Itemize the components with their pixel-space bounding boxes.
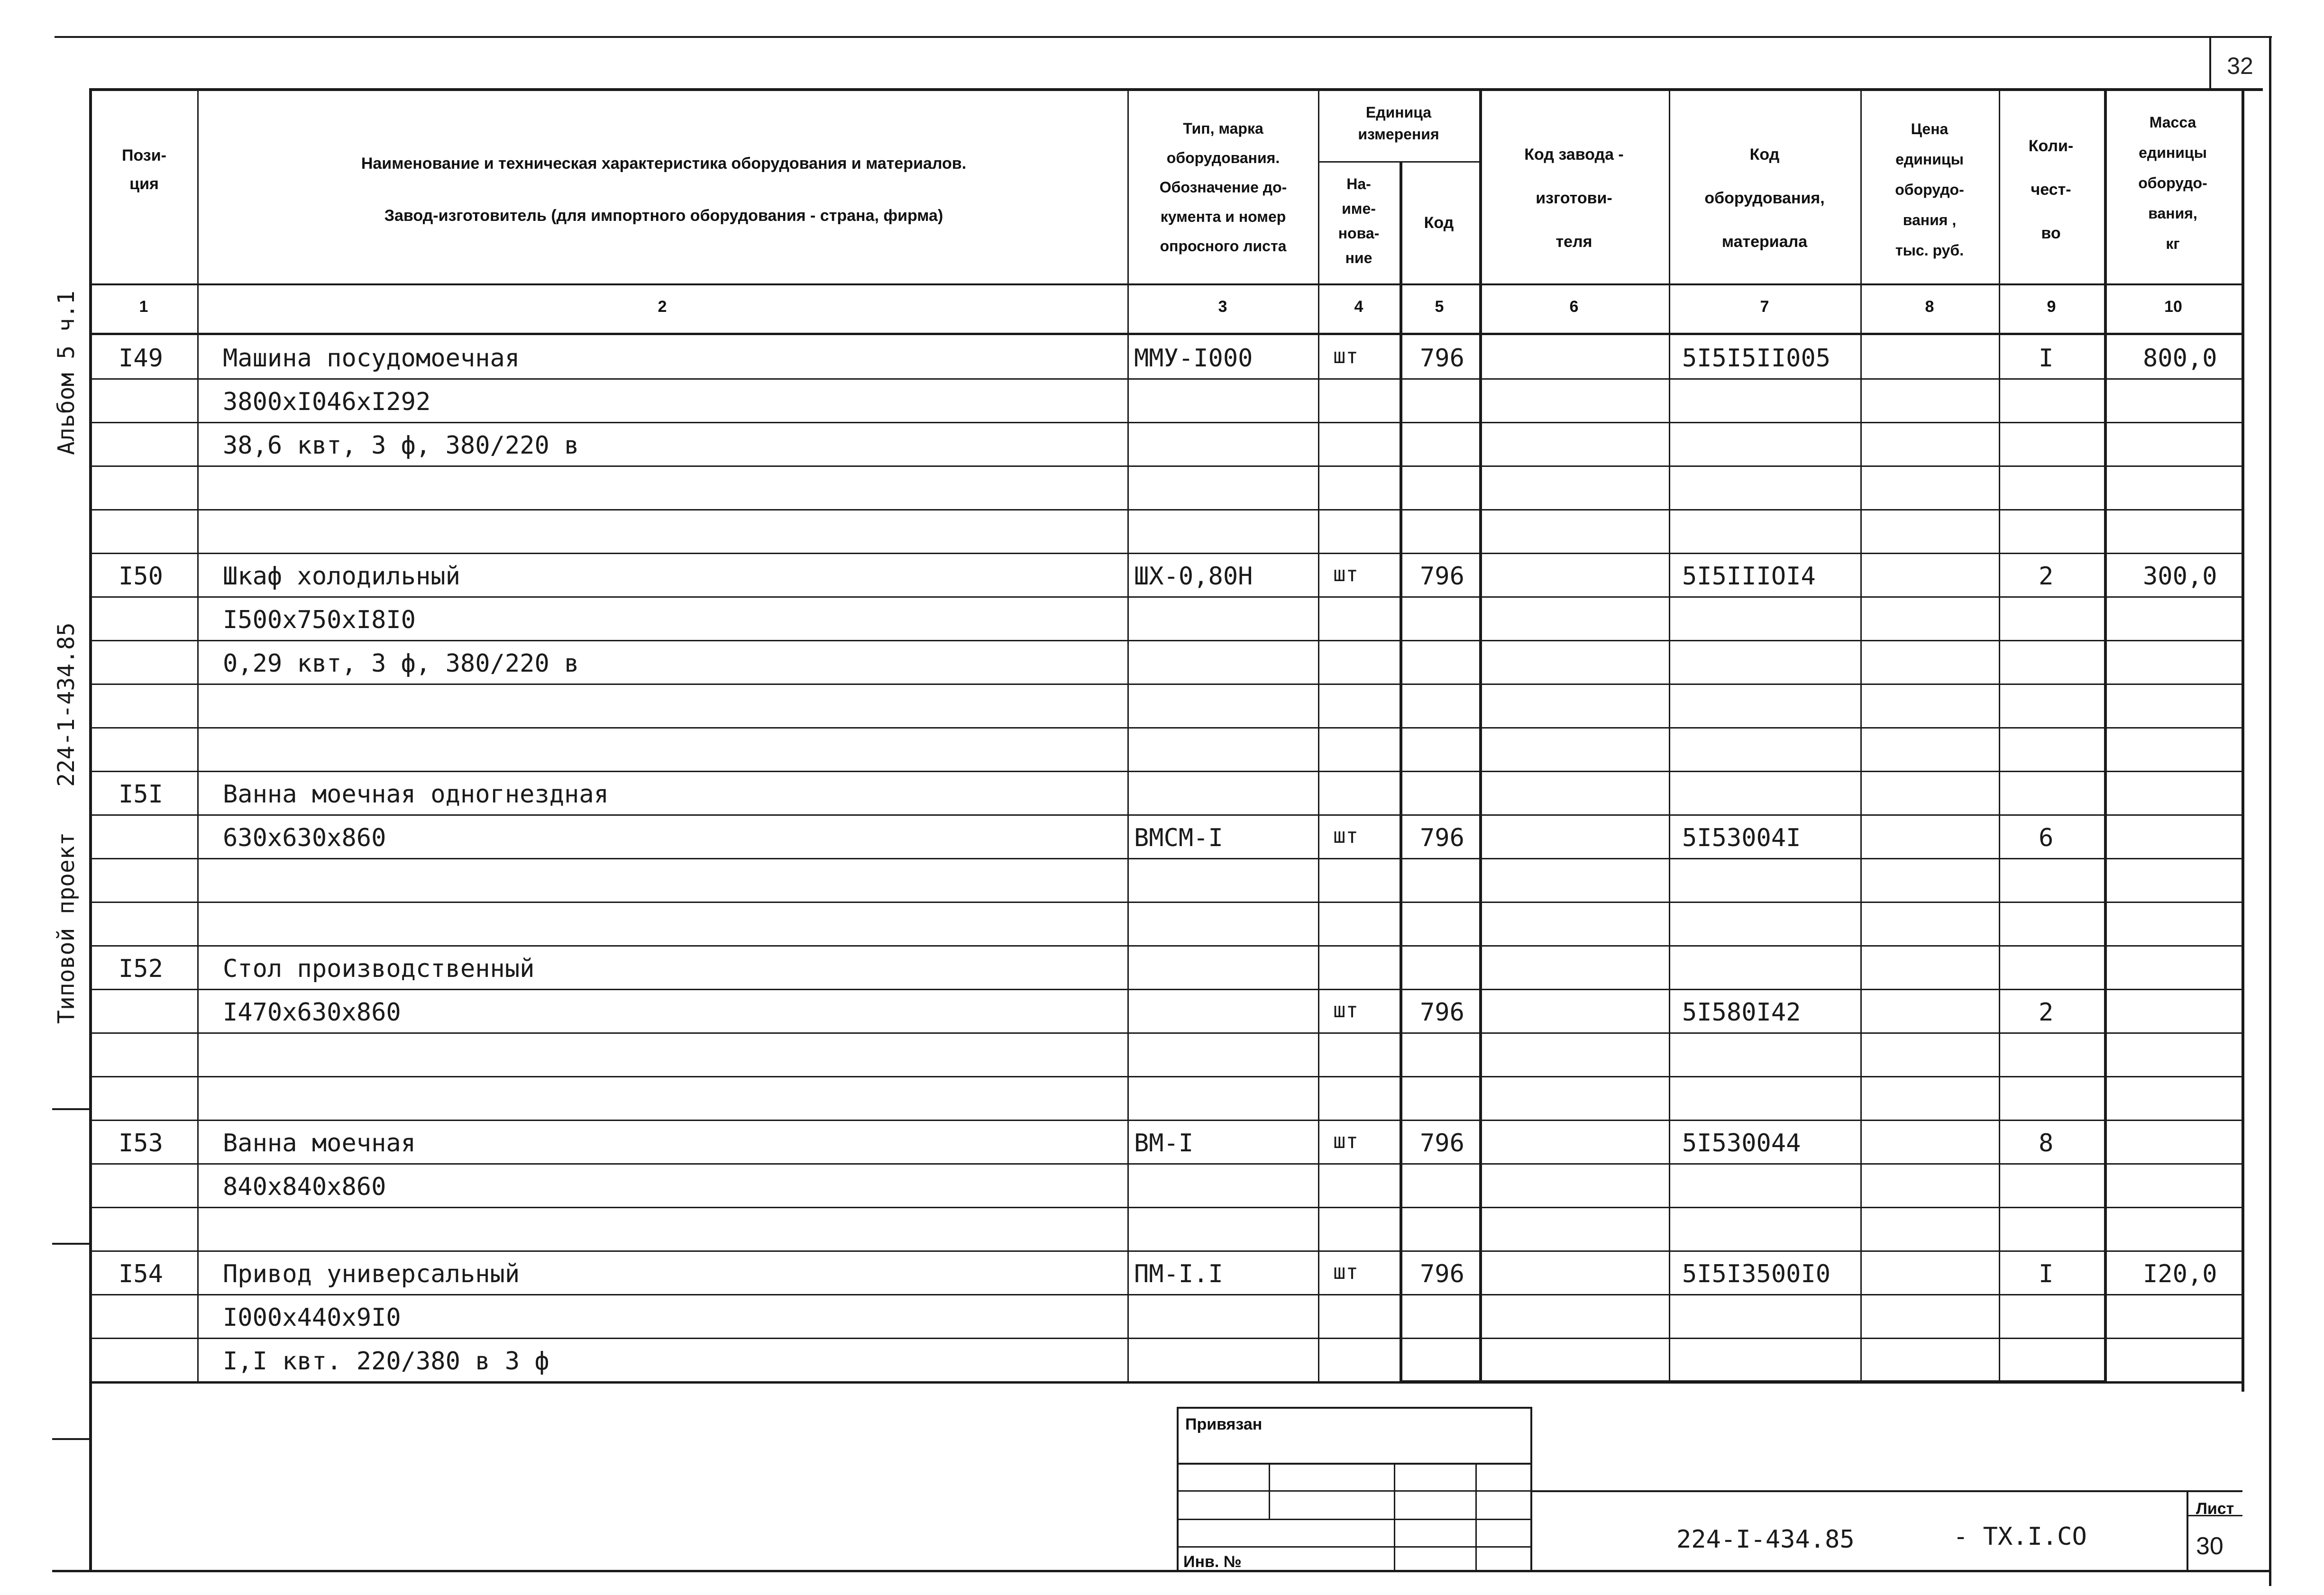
name-cell: Шкаф холодильный <box>223 562 460 591</box>
margin-tick-2 <box>52 1243 90 1245</box>
side-label-project-code: 224-1-434.85 <box>53 622 80 787</box>
stamp-rule <box>1177 1546 1531 1548</box>
quantity-cell: I <box>2039 344 2054 373</box>
unit-name-cell: шт <box>1333 344 1358 368</box>
row-divider <box>90 771 2242 772</box>
name-cell: Ванна моечная одногнездная <box>223 780 609 809</box>
type-cell: ВМСМ-I <box>1134 824 1223 852</box>
row-divider <box>90 1294 2242 1295</box>
unit-name-cell: шт <box>1333 1129 1358 1153</box>
column-divider <box>1669 90 1670 1381</box>
name-cell: I000х440х9I0 <box>223 1303 401 1332</box>
block-bottom-rule <box>1400 1380 2106 1383</box>
row-divider <box>90 858 2242 859</box>
quantity-cell: 8 <box>2039 1129 2054 1158</box>
header-name: Наименование и техническая характеристика оборудования и материалов. Завод-изготовитель (для импортного оборудования - страна, фирма) <box>361 155 967 225</box>
page-number-box-left <box>2209 36 2211 89</box>
stamp-rule <box>1177 1407 1531 1409</box>
material-code-cell: 5I5I5II005 <box>1682 344 1831 373</box>
header-bottom-rule <box>90 283 2242 285</box>
unit-code-cell: 796 <box>1420 562 1464 591</box>
quantity-cell: 6 <box>2039 824 2054 852</box>
column-divider <box>2104 90 2107 1381</box>
type-cell: ММУ-I000 <box>1134 344 1253 373</box>
column-number: 2 <box>658 298 667 316</box>
row-divider <box>90 1207 2242 1208</box>
quantity-cell: 2 <box>2039 998 2054 1027</box>
margin-tick-1 <box>52 1108 90 1110</box>
row-divider <box>90 1076 2242 1077</box>
row-divider <box>90 378 2242 380</box>
name-cell: 840х840х860 <box>223 1173 386 1201</box>
unit-name-cell: шт <box>1333 562 1358 586</box>
position-cell: I5I <box>119 780 163 809</box>
stamp-rule <box>1177 1463 1531 1465</box>
header-unit-group: Единица измерения <box>1358 104 1439 143</box>
row-divider <box>90 640 2242 641</box>
type-cell: ШХ-0,80Н <box>1134 562 1253 591</box>
row-divider <box>90 989 2242 990</box>
row-divider <box>90 553 2242 554</box>
row-divider <box>90 814 2242 816</box>
header-unit-name: На- име- нова- ние <box>1338 175 1380 266</box>
header-type: Тип, марка оборудования. Обозначение до- кумента и номер опросного листа <box>1159 120 1287 255</box>
column-divider <box>1860 90 1862 1381</box>
name-cell: 3800хI046хI292 <box>223 388 431 416</box>
column-number: 1 <box>139 298 148 316</box>
material-code-cell: 5I580I42 <box>1682 998 1801 1027</box>
stamp-rule <box>1269 1463 1270 1520</box>
stamp-sheet-label: Лист <box>2196 1500 2234 1518</box>
row-divider <box>90 945 2242 947</box>
unit-group-rule <box>1318 161 1479 163</box>
stamp-rule <box>1530 1407 1532 1570</box>
name-cell: Ванна моечная <box>223 1129 416 1158</box>
type-cell: ПМ-I.I <box>1134 1260 1223 1288</box>
column-number: 5 <box>1435 298 1444 316</box>
column-number: 10 <box>2164 298 2182 316</box>
column-number: 7 <box>1760 298 1769 316</box>
page-right-border <box>2269 36 2271 1586</box>
stamp-doc-code: 224-I-434.85 <box>1676 1525 1855 1554</box>
stamp-rule <box>1177 1519 1531 1520</box>
page-number: 32 <box>2227 53 2253 79</box>
name-cell: I,I квт. 220/380 в 3 ф <box>223 1347 549 1376</box>
row-divider <box>90 1163 2242 1165</box>
column-number: 9 <box>2047 298 2056 316</box>
header-factory-code: Код завода - изготови- теля <box>1524 146 1624 251</box>
row-divider <box>90 727 2242 729</box>
name-cell: Привод универсальный <box>223 1260 520 1288</box>
unit-code-cell: 796 <box>1420 824 1464 852</box>
table-top-border <box>89 88 2263 91</box>
material-code-cell: 5I530044 <box>1682 1129 1801 1158</box>
column-number: 6 <box>1569 298 1579 316</box>
name-cell: I500х750хI8I0 <box>223 606 416 634</box>
row-divider <box>90 1250 2242 1252</box>
unit-code-cell: 796 <box>1420 1129 1464 1158</box>
stamp-rule <box>1177 1490 1531 1492</box>
column-number: 4 <box>1354 298 1363 316</box>
position-cell: I53 <box>119 1129 163 1158</box>
name-cell: 0,29 квт, 3 ф, 380/220 в <box>223 649 579 678</box>
row-divider <box>90 1120 2242 1121</box>
mass-cell: 800,0 <box>2143 344 2217 373</box>
position-cell: I52 <box>119 955 163 983</box>
stamp-rule <box>2187 1490 2188 1570</box>
column-divider <box>1318 90 1319 1381</box>
unit-name-cell: шт <box>1333 824 1358 848</box>
stamp-rule <box>1177 1407 1179 1570</box>
header-quantity: Коли- чест- во <box>2028 137 2074 242</box>
row-divider <box>90 1338 2242 1339</box>
unit-code-cell: 796 <box>1420 1260 1464 1288</box>
stamp-doc-suffix: - ТХ.I.СО <box>1953 1522 2087 1551</box>
column-divider <box>1479 90 1482 1381</box>
numbers-bottom-rule <box>90 333 2242 335</box>
unit-name-cell: шт <box>1333 1260 1358 1284</box>
header-price: Цена единицы оборудо- вания , тыс. руб. <box>1895 120 1964 259</box>
stamp-inv-no: Инв. № <box>1183 1553 1242 1571</box>
unit-code-cell: 796 <box>1420 998 1464 1027</box>
top-rule <box>55 36 2272 38</box>
row-divider <box>90 465 2242 467</box>
header-unit-code: Код <box>1424 214 1454 232</box>
position-cell: I50 <box>119 562 163 591</box>
name-cell: Стол производственный <box>223 955 535 983</box>
position-cell: I54 <box>119 1260 163 1288</box>
row-divider <box>90 902 2242 903</box>
name-cell: Машина посудомоечная <box>223 344 520 373</box>
name-cell: 630х630х860 <box>223 824 386 852</box>
name-cell: I470х630х860 <box>223 998 401 1027</box>
row-divider <box>90 1032 2242 1034</box>
column-number: 3 <box>1218 298 1227 316</box>
unit-code-cell: 796 <box>1420 344 1464 373</box>
margin-tick-3 <box>52 1438 90 1440</box>
row-divider <box>90 509 2242 510</box>
stamp-rule <box>1475 1463 1477 1570</box>
header-mass: Масса единицы оборудо- вания, кг <box>2138 114 2207 252</box>
quantity-cell: I <box>2039 1260 2054 1288</box>
material-code-cell: 5I5IIIOI4 <box>1682 562 1816 591</box>
unit-name-cell: шт <box>1333 998 1358 1022</box>
quantity-cell: 2 <box>2039 562 2054 591</box>
header-position: Пози- ция <box>122 146 166 193</box>
stamp-privyazan: Привязан <box>1185 1415 1263 1433</box>
column-divider <box>1999 90 2000 1381</box>
table-bottom-border <box>52 1570 2271 1572</box>
column-number: 8 <box>1925 298 1934 316</box>
position-cell: I49 <box>119 344 163 373</box>
mass-cell: 300,0 <box>2143 562 2217 591</box>
material-code-cell: 5I5I3500I0 <box>1682 1260 1831 1288</box>
row-divider <box>90 596 2242 598</box>
stamp-rule <box>1530 1490 2242 1492</box>
header-material-code: Код оборудования, материала <box>1704 146 1825 251</box>
side-label-album: Альбом 5 ч.1 <box>53 291 80 455</box>
row-divider <box>90 422 2242 423</box>
stamp-rule <box>1394 1463 1395 1570</box>
column-divider <box>197 90 199 1381</box>
type-cell: ВМ-I <box>1134 1129 1194 1158</box>
material-code-cell: 5I53004I <box>1682 824 1801 852</box>
mass-cell: I20,0 <box>2143 1260 2217 1288</box>
column-divider <box>1127 90 1129 1381</box>
row-divider <box>90 684 2242 685</box>
side-label-project-type: Типовой проект <box>53 832 80 1024</box>
stamp-sheet-number: 30 <box>2196 1532 2223 1560</box>
name-cell: 38,6 квт, 3 ф, 380/220 в <box>223 431 579 460</box>
